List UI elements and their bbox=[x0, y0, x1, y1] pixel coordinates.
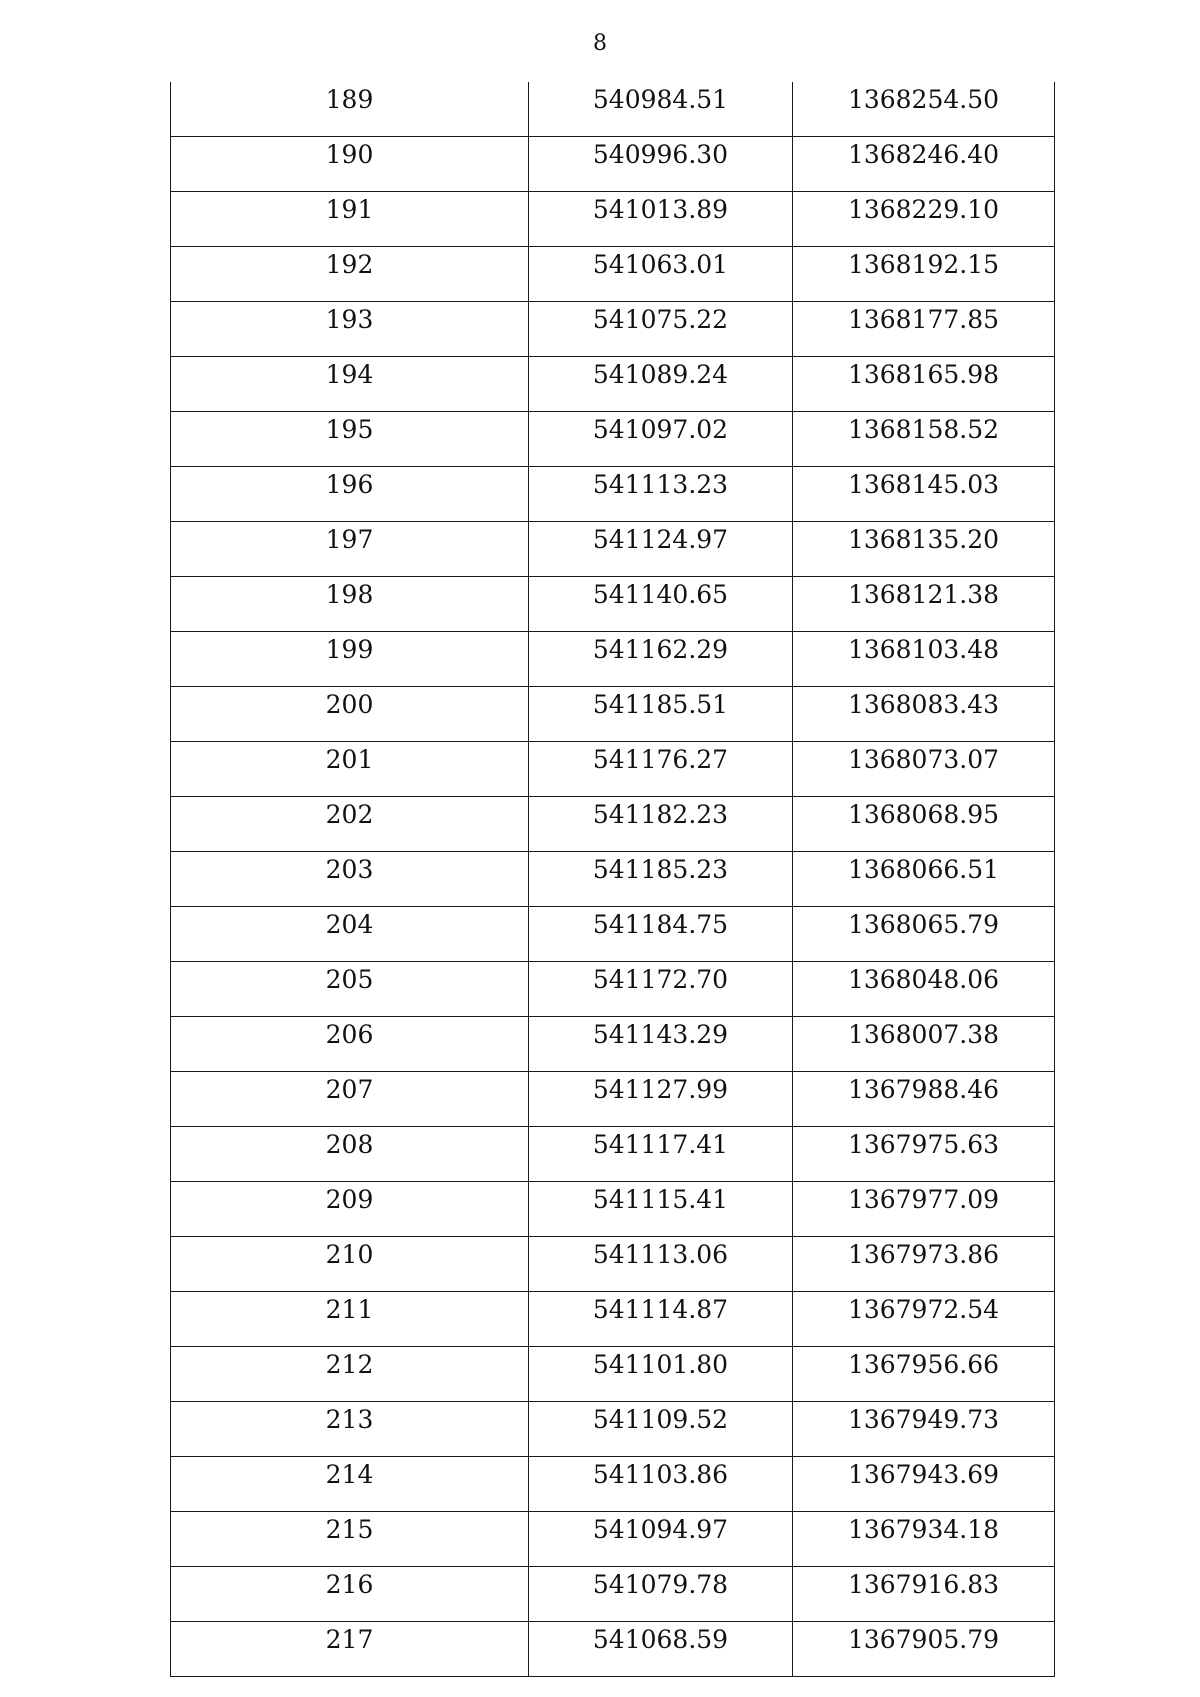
point-number-cell: 201 bbox=[171, 742, 529, 797]
y-coordinate-cell: 1368192.15 bbox=[793, 247, 1055, 302]
y-coordinate-cell: 1368229.10 bbox=[793, 192, 1055, 247]
table-row bbox=[171, 192, 1055, 247]
table-row bbox=[171, 1347, 1055, 1402]
x-coordinate-cell: 541140.65 bbox=[529, 577, 793, 632]
x-coordinate-cell: 541143.29 bbox=[529, 1017, 793, 1072]
table-row bbox=[171, 1127, 1055, 1182]
table-row bbox=[171, 1182, 1055, 1237]
y-coordinate-cell: 1367916.83 bbox=[793, 1567, 1055, 1622]
page-number: 8 bbox=[593, 31, 607, 56]
point-number-cell: 210 bbox=[171, 1237, 529, 1292]
point-number-cell: 198 bbox=[171, 577, 529, 632]
x-coordinate-cell: 541172.70 bbox=[529, 962, 793, 1017]
table-row bbox=[171, 962, 1055, 1017]
table-row bbox=[171, 742, 1055, 797]
table-row bbox=[171, 1567, 1055, 1622]
x-coordinate-cell: 541185.23 bbox=[529, 852, 793, 907]
y-coordinate-cell: 1367934.18 bbox=[793, 1512, 1055, 1567]
x-coordinate-cell: 541079.78 bbox=[529, 1567, 793, 1622]
y-coordinate-cell: 1368068.95 bbox=[793, 797, 1055, 852]
point-number-cell: 190 bbox=[171, 137, 529, 192]
point-number-cell: 195 bbox=[171, 412, 529, 467]
y-coordinate-cell: 1368145.03 bbox=[793, 467, 1055, 522]
x-coordinate-cell: 541185.51 bbox=[529, 687, 793, 742]
table-row bbox=[171, 82, 1055, 137]
y-coordinate-cell: 1368073.07 bbox=[793, 742, 1055, 797]
x-coordinate-cell: 541115.41 bbox=[529, 1182, 793, 1237]
x-coordinate-cell: 541162.29 bbox=[529, 632, 793, 687]
table-row bbox=[171, 522, 1055, 577]
x-coordinate-cell: 541117.41 bbox=[529, 1127, 793, 1182]
point-number-cell: 189 bbox=[171, 82, 529, 137]
y-coordinate-cell: 1368121.38 bbox=[793, 577, 1055, 632]
coordinates-table bbox=[170, 82, 1055, 1677]
x-coordinate-cell: 541013.89 bbox=[529, 192, 793, 247]
table-row bbox=[171, 797, 1055, 852]
table-row bbox=[171, 907, 1055, 962]
y-coordinate-cell: 1367905.79 bbox=[793, 1622, 1055, 1677]
x-coordinate-cell: 541097.02 bbox=[529, 412, 793, 467]
y-coordinate-cell: 1367972.54 bbox=[793, 1292, 1055, 1347]
point-number-cell: 215 bbox=[171, 1512, 529, 1567]
point-number-cell: 211 bbox=[171, 1292, 529, 1347]
point-number-cell: 213 bbox=[171, 1402, 529, 1457]
x-coordinate-cell: 541075.22 bbox=[529, 302, 793, 357]
point-number-cell: 217 bbox=[171, 1622, 529, 1677]
point-number-cell: 199 bbox=[171, 632, 529, 687]
point-number-cell: 214 bbox=[171, 1457, 529, 1512]
y-coordinate-cell: 1368165.98 bbox=[793, 357, 1055, 412]
table-row bbox=[171, 1292, 1055, 1347]
table-row bbox=[171, 357, 1055, 412]
y-coordinate-cell: 1367949.73 bbox=[793, 1402, 1055, 1457]
y-coordinate-cell: 1367943.69 bbox=[793, 1457, 1055, 1512]
y-coordinate-cell: 1368048.06 bbox=[793, 962, 1055, 1017]
x-coordinate-cell: 541114.87 bbox=[529, 1292, 793, 1347]
point-number-cell: 200 bbox=[171, 687, 529, 742]
table-row bbox=[171, 1072, 1055, 1127]
y-coordinate-cell: 1368158.52 bbox=[793, 412, 1055, 467]
x-coordinate-cell: 541113.23 bbox=[529, 467, 793, 522]
point-number-cell: 204 bbox=[171, 907, 529, 962]
y-coordinate-cell: 1368083.43 bbox=[793, 687, 1055, 742]
y-coordinate-cell: 1367975.63 bbox=[793, 1127, 1055, 1182]
table-row bbox=[171, 302, 1055, 357]
y-coordinate-cell: 1368065.79 bbox=[793, 907, 1055, 962]
x-coordinate-cell: 541182.23 bbox=[529, 797, 793, 852]
x-coordinate-cell: 541184.75 bbox=[529, 907, 793, 962]
table-row bbox=[171, 852, 1055, 907]
point-number-cell: 191 bbox=[171, 192, 529, 247]
point-number-cell: 207 bbox=[171, 1072, 529, 1127]
point-number-cell: 196 bbox=[171, 467, 529, 522]
y-coordinate-cell: 1368103.48 bbox=[793, 632, 1055, 687]
point-number-cell: 192 bbox=[171, 247, 529, 302]
y-coordinate-cell: 1368254.50 bbox=[793, 82, 1055, 137]
y-coordinate-cell: 1367956.66 bbox=[793, 1347, 1055, 1402]
y-coordinate-cell: 1367988.46 bbox=[793, 1072, 1055, 1127]
y-coordinate-cell: 1368007.38 bbox=[793, 1017, 1055, 1072]
x-coordinate-cell: 541109.52 bbox=[529, 1402, 793, 1457]
table-row bbox=[171, 1512, 1055, 1567]
point-number-cell: 209 bbox=[171, 1182, 529, 1237]
x-coordinate-cell: 541127.99 bbox=[529, 1072, 793, 1127]
table-row bbox=[171, 467, 1055, 522]
x-coordinate-cell: 540984.51 bbox=[529, 82, 793, 137]
x-coordinate-cell: 541089.24 bbox=[529, 357, 793, 412]
point-number-cell: 197 bbox=[171, 522, 529, 577]
point-number-cell: 202 bbox=[171, 797, 529, 852]
x-coordinate-cell: 541063.01 bbox=[529, 247, 793, 302]
x-coordinate-cell: 541113.06 bbox=[529, 1237, 793, 1292]
point-number-cell: 216 bbox=[171, 1567, 529, 1622]
point-number-cell: 212 bbox=[171, 1347, 529, 1402]
table-row bbox=[171, 577, 1055, 632]
point-number-cell: 208 bbox=[171, 1127, 529, 1182]
table-row bbox=[171, 632, 1055, 687]
x-coordinate-cell: 541094.97 bbox=[529, 1512, 793, 1567]
x-coordinate-cell: 541176.27 bbox=[529, 742, 793, 797]
table-row bbox=[171, 1622, 1055, 1677]
y-coordinate-cell: 1368066.51 bbox=[793, 852, 1055, 907]
table-row bbox=[171, 1457, 1055, 1512]
table-row bbox=[171, 247, 1055, 302]
table-row bbox=[171, 1017, 1055, 1072]
point-number-cell: 193 bbox=[171, 302, 529, 357]
table-row bbox=[171, 1402, 1055, 1457]
table-body bbox=[171, 82, 1055, 1677]
table-row bbox=[171, 687, 1055, 742]
point-number-cell: 203 bbox=[171, 852, 529, 907]
point-number-cell: 206 bbox=[171, 1017, 529, 1072]
x-coordinate-cell: 540996.30 bbox=[529, 137, 793, 192]
x-coordinate-cell: 541068.59 bbox=[529, 1622, 793, 1677]
point-number-cell: 205 bbox=[171, 962, 529, 1017]
y-coordinate-cell: 1368135.20 bbox=[793, 522, 1055, 577]
y-coordinate-cell: 1368177.85 bbox=[793, 302, 1055, 357]
y-coordinate-cell: 1367977.09 bbox=[793, 1182, 1055, 1237]
table-row bbox=[171, 1237, 1055, 1292]
table-row bbox=[171, 137, 1055, 192]
table-row bbox=[171, 412, 1055, 467]
x-coordinate-cell: 541101.80 bbox=[529, 1347, 793, 1402]
x-coordinate-cell: 541124.97 bbox=[529, 522, 793, 577]
point-number-cell: 194 bbox=[171, 357, 529, 412]
y-coordinate-cell: 1368246.40 bbox=[793, 137, 1055, 192]
y-coordinate-cell: 1367973.86 bbox=[793, 1237, 1055, 1292]
x-coordinate-cell: 541103.86 bbox=[529, 1457, 793, 1512]
